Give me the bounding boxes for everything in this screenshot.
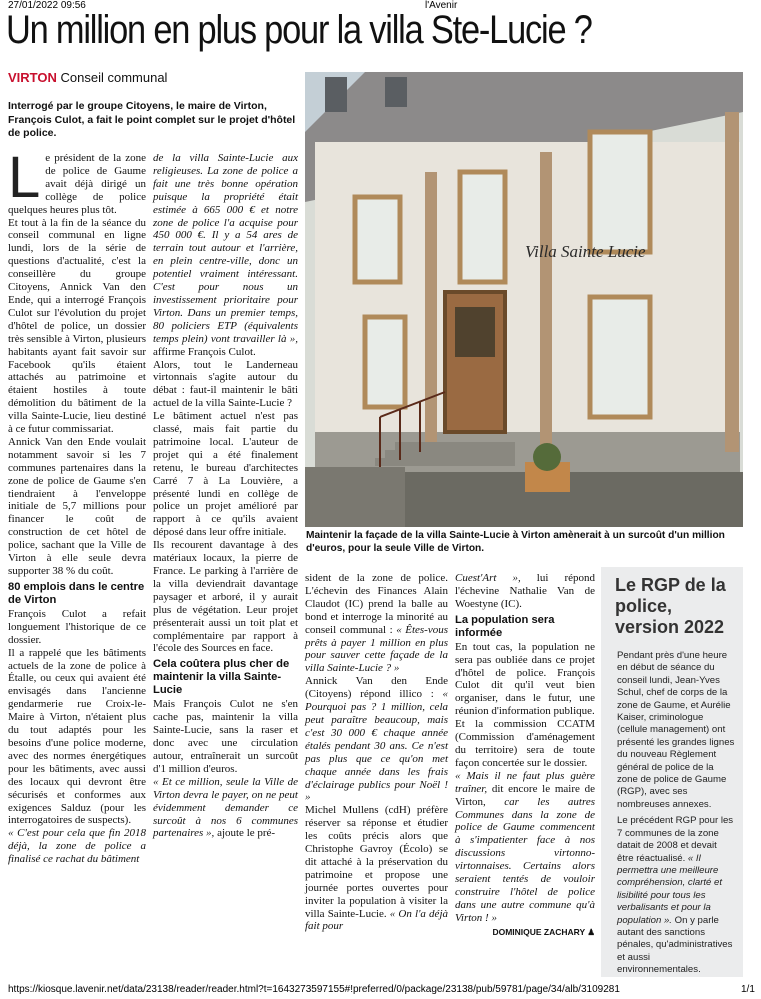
photo-caption: Maintenir la façade de la villa Sainte-Lucie à Virton amènerait à un surcoût d'un million d'euros, pour la seule Ville de Virton. <box>306 530 725 554</box>
quote: car les autres Communes dans la zone de police de Gaume commencent à s'impatienter face à nos discussions virtonno-virtonnaises. Certains alors seraient tentés de vouloir construire l'hôtel de police dans une autre commune qu'à Virton ! » <box>455 795 595 924</box>
article-lead: Interrogé par le groupe Citoyens, le maire de Virton, François Culot, a fait le point complet sur le projet d'hôtel de police. <box>8 100 296 139</box>
text-run: Le précédent RGP pour les 7 communes de la zone datait de 2008 et devait être réactualisé. <box>617 815 734 864</box>
quote: de la villa Sainte-Lucie aux religieuses. La zone de police a fait une très bonne opération puisque la propriété était estimée à 665 000 € et notre zone de police l'a acquise pour 450 000 €. Il y a 54 ares de terrain tout autour et l'arrière, en plein centre-ville, donc un potentiel vraiment intéressant. C'est pour nous un investissement prioritaire pour Virton. Dans un premier temps, 80 policiers ETP (équivalents temps plein) vont travailler là », <box>153 152 298 345</box>
text-run: On y parle autant des sanctions pénales, qu'administratives et aussi environnementales. <box>617 914 733 976</box>
sidebar-paragraph: Pendant près d'une heure en début de séance du conseil lundi, Jean-Yves Schul, chef de corps de la zone de Gaume, et Aurélie Kaiser, criminologue (cellule management) ont présenté les grandes lignes du nouveau Règlement général de police de la zone de police de Gaume (RGP), avec ses nombreuses annexes. <box>617 650 735 810</box>
text-run: Annick Van den Ende (Citoyens) répond illico : <box>305 675 448 701</box>
article-column-3 <box>305 572 448 933</box>
villa-photo <box>305 72 743 527</box>
publication-name: l'Avenir <box>425 0 458 11</box>
building-illustration <box>305 72 743 527</box>
paragraph: Mais François Culot ne s'en cache pas, maintenir la villa Sainte-Lucie, sans la raser et donc avec une circulation autour, entraînerait un surcoût d'1 million d'euros. <box>153 698 298 775</box>
villa-sign: Villa Sainte Lucie <box>525 242 646 261</box>
paragraph: Et tout à la fin de la séance du conseil communal en ligne lundi, lors de la série de questions d'actualité, c'est la conseillère du groupe Citoyens, Annick Van den Ende, qui a interrogé François Culot sur l'évolution du projet d'hôtel de police, un dossier très sensible à Virton, plusieurs habitants ayant fait savoir sur Facebook qu'ils étaient attachés au patrimoine et étaient hostiles à toute démolition du bâtiment de la villa Sainte-Lucie, lieu destiné à ce futur commissariat. <box>8 216 146 436</box>
quote: « Êtes-vous prêts à payer 1 million en plus pour sauver cette façade de la villa Sainte-Lucie ? » <box>305 623 448 675</box>
paragraph: Le bâtiment actuel n'est pas classé, mais fait partie du patrimoine local. L'auteur de projet qui a été finalement retenu, le bureau d'architectes Carré 7 à La Louvière, a présenté lundi en collège de police un projet amélioré par rapport à ce qu'ils avaient déposé dans leur offre initiale. <box>153 410 298 539</box>
text-run: Michel Mullens (cdH) préfère réserver sa réponse et étudier les coûts précis alors que Christophe Gavroy (Écolo) se dit attaché à la préservation du patrimoine et propose une journée portes ouvertes pour inviter la population à visiter la villa Sainte-Lucie. <box>305 804 448 920</box>
byline <box>455 926 595 939</box>
sidebar-box <box>601 567 743 977</box>
text-run: sident de la zone de police. L'échevin des Finances Alain Claudot (IC) prend la balle au bond et interroge la minorité au conseil communal : <box>305 572 448 636</box>
paragraph: En tout cas, la population ne sera pas oubliée dans ce projet d'hôtel de police. François Culot dit qu'il veut bien organiser, dans le futur, une réunion d'information publique. <box>455 640 595 718</box>
byline-name: DOMINIQUE ZACHARY <box>492 926 585 937</box>
text-run: dit encore le maire de Virton, <box>455 782 595 808</box>
page-url[interactable]: https://kiosque.lavenir.net/data/23138/reader/reader.html?t=1643273597155#!preferred/0/package/23138/pub/59781/page/34/alb/3109281 <box>8 984 620 995</box>
quote: Cuest'Art », <box>455 572 521 584</box>
paragraph: e président de la zone de police de Gaume avait déjà dirigé un collège de police quelques heures plus tôt. <box>8 152 146 216</box>
quote: « Mais il ne faut plus guère traîner, <box>455 769 595 795</box>
kicker-location: VIRTON <box>8 70 57 85</box>
paragraph: Et la commission CCATM (Commission d'aménagement du territoire) sera de toute façon concertée sur le dossier. <box>455 718 595 769</box>
print-datetime: 27/01/2022 09:56 <box>8 0 86 11</box>
article-column-4 <box>455 572 595 939</box>
article-column-1 <box>8 145 146 866</box>
paragraph: Alors, tout le Landerneau virtonnais s'agite autour du débat : faut-il maintenir le bâti actuel de la villa Sainte-Lucie ? <box>153 358 298 410</box>
drop-cap: L <box>8 145 41 210</box>
paragraph: Ils recourent davantage à des matériaux locaux, la pierre de France. Le parking à l'arrière de la villa deviendrait davantage paysager et arboré, il y aurait plus de végétation. Leur projet présenterait aussi un toit plat et complémentaire par rapport à l'école des Sources en face. <box>153 539 298 655</box>
quote: « Et ce million, seule la Ville de Virton devra le payer, on ne peut évidemment demander ce surcoût à nos 6 communes partenaires », <box>153 775 298 840</box>
article-title: Un million en plus pour la villa Ste-Lucie ? <box>6 8 592 52</box>
text-run: affirme François Culot. <box>153 345 256 358</box>
subheading: La population sera informée <box>455 613 555 639</box>
quote: « C'est pour cela que fin 2018 déjà, la zone de police a finalisé ce rachat du bâtiment <box>8 827 146 866</box>
article-column-2 <box>153 152 298 840</box>
page-number: 1/1 <box>741 984 755 995</box>
kicker-section: Conseil communal <box>60 70 168 85</box>
paragraph: Annick Van den Ende voulait notamment savoir si les 7 communes partenaires dans la zone de police de Gaume s'en tiendraient à l'enveloppe initiale de 5,7 millions pour financer le coût de construction de cet hôtel de police, sachant que la Ville de Virton à elle seule devra supporter 38 % du coût. <box>8 435 146 577</box>
subheading: Cela coûtera plus cher de maintenir la villa Sainte-Lucie <box>153 658 290 697</box>
quote: « Il permettra une meilleure compréhension, clarté et lisibilité pour tous les verbalisants et pour la population ». <box>617 852 723 926</box>
quote: « On l'a déjà fait pour <box>305 907 448 933</box>
subheading: 80 emplois dans le centre de Virton <box>8 580 145 606</box>
paragraph: Il a rappelé que les bâtiments actuels de la zone de police à Étalle, ou ceux qui avaient été envisagés dans l'ancienne gendarmerie rue Croix-le-Maire à Virton, n'étaient plus du tout adaptés pour les besoins d'une police moderne, avec des normes énergétiques pour les bâtiments, avec aussi des locaux qui devront être sécurisés et conformes aux exigences Salduz (pour les interrogatoires de suspects). <box>8 646 146 827</box>
text-run: lui répond l'échevine Nathalie Van de Woestyne (IC). <box>455 572 595 610</box>
paragraph: François Culot a refait longuement l'historique de ce dossier. <box>8 607 146 646</box>
sidebar-title: Le RGP de la police, version 2022 <box>615 575 726 637</box>
quote: « Pourquoi pas ? 1 million, cela peut paraître beaucoup, mais c'est 30 000 € chaque année étalés pendant 30 ans. Ce n'est pas plus que ce qu'on met chaque année dans les frais d'éclairage publics pour Noël ! » <box>305 688 448 804</box>
text-run: ajoute le pré- <box>214 827 276 840</box>
kicker <box>8 70 167 85</box>
author-icon: ♟ <box>587 926 595 937</box>
